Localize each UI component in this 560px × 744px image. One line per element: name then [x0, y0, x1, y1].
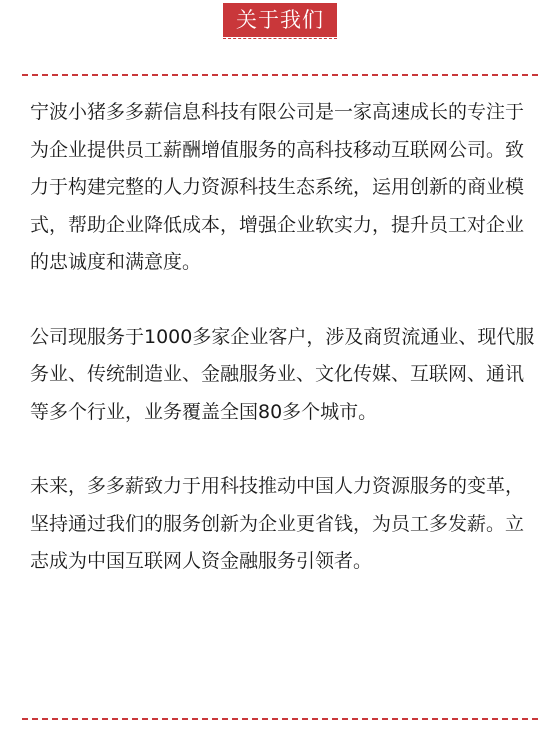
paragraph-future: 未来，多多薪致力于用科技推动中国人力资源服务的变革，坚持通过我们的服务创新为企业更省钱，为员工多发薪。立志成为中国互联网人资金融服务引领者。: [30, 475, 525, 572]
bottom-divider: [22, 718, 538, 720]
paragraph-company-intro: 宁波小猪多多薪信息科技有限公司是一家高速成长的专注于为企业提供员工薪酬增值服务的高科技移动互联网公司。致力于构建完整的人力资源科技生态系统，运用创新的商业模式，帮助企业降低成本，增强企业软实力，提升员工对企业的忠诚度和满意度。: [30, 101, 525, 273]
paragraph-clients: 公司现服务于1000多家企业客户，涉及商贸流通业、现代服务业、传统制造业、金融服务业、文化传媒、互联网、通讯等多个行业，业务覆盖全国80多个城市。: [30, 325, 535, 423]
about-content: [30, 94, 535, 581]
page-title: 关于我们: [223, 3, 337, 37]
top-divider: [22, 74, 538, 76]
